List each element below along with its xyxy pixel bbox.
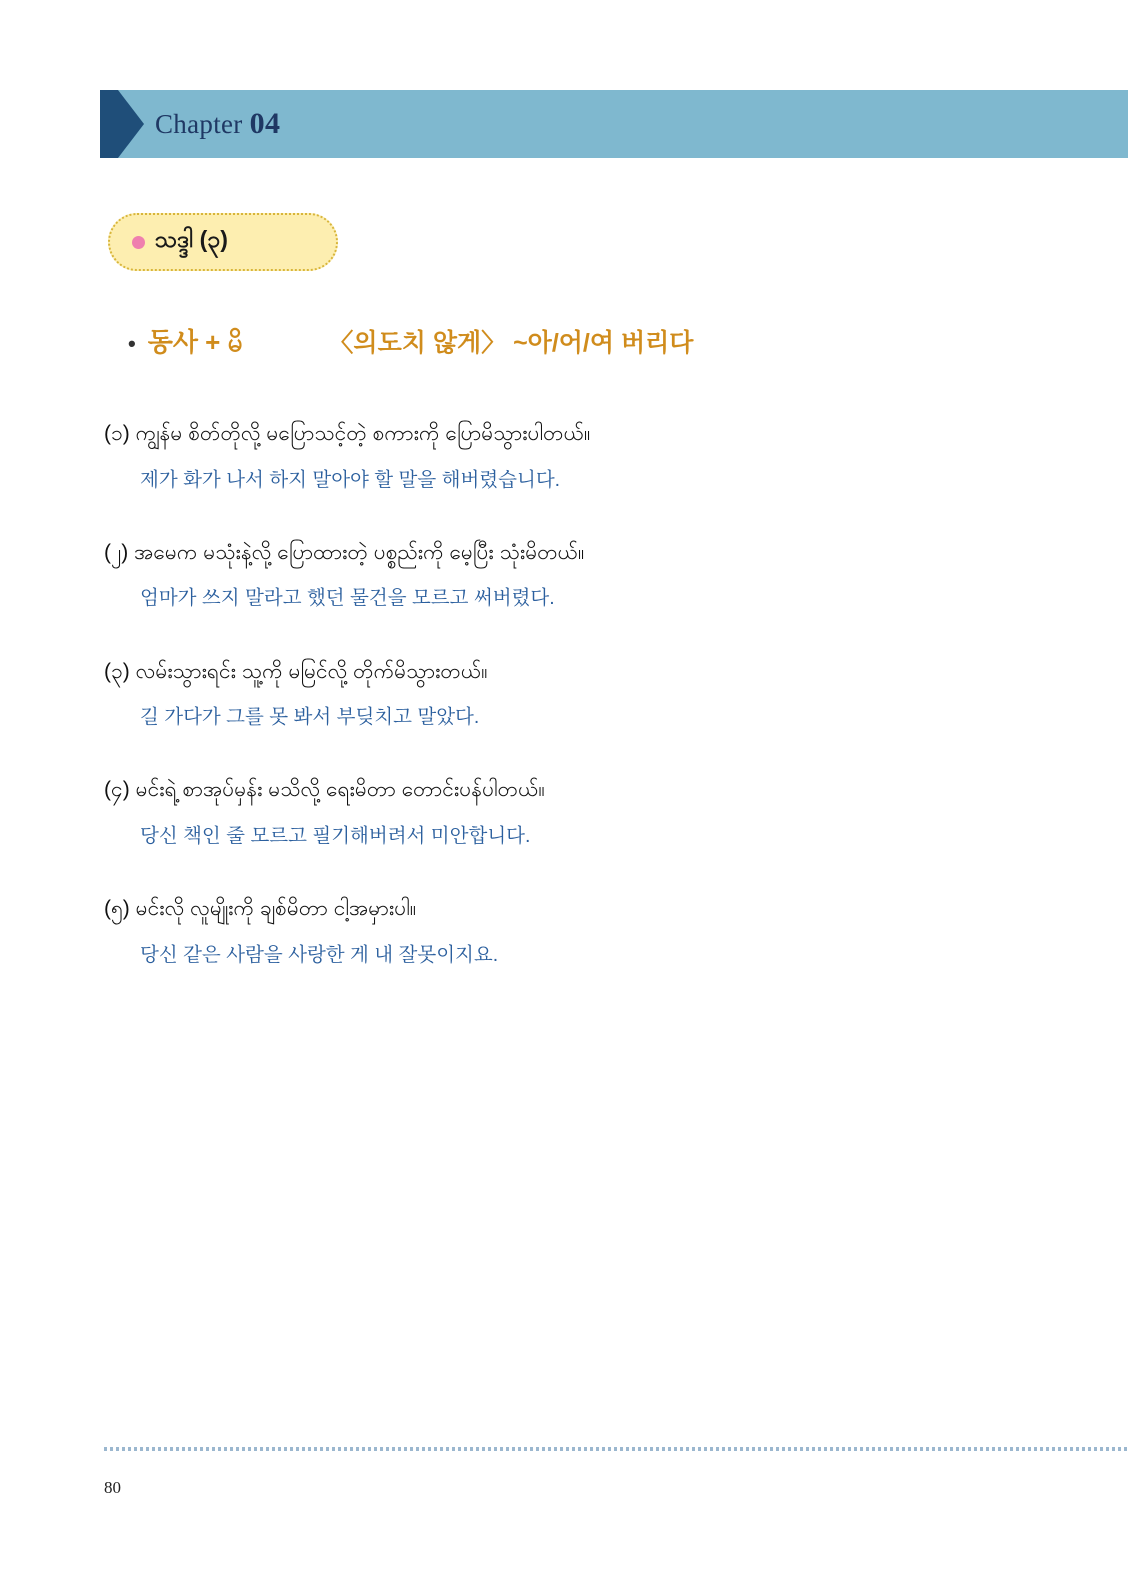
chapter-arrow-icon [100,90,144,158]
list-item [104,537,1064,614]
list-bullet-icon: • [128,331,136,356]
example-burmese: (၁) ကျွန်မ စိတ်တိုလို့ မပြောသင့်တဲ့ စကားကို ပြောမိသွားပါတယ်။ [104,422,591,445]
example-korean: 당신 책인 줄 모르고 필기해버려서 미안합니다. [140,824,531,847]
list-item [104,893,1064,970]
example-korean: 길 가다가 그를 못 봐서 부딪치고 말았다. [140,706,480,728]
page-number: 80 [104,1478,121,1497]
grammar-point-left: 동사 + မိ [147,327,243,357]
section-tag-label: သဒ္ဒါ (၃) [155,226,228,252]
footer-divider [104,1447,1128,1451]
section-tag [108,213,338,271]
chapter-label: Chapter [155,109,243,139]
example-burmese: (၃) လမ်းသွားရင်း သူ့ကို မမြင်လို့ တိုက်မိသွားတယ်။ [104,659,488,683]
grammar-point-right: 〈의도치 않게〉 ~아/어/여 버리다 [328,329,694,357]
example-burmese: (၄) မင်းရဲ့ စာအုပ်မှန်း မသိလို့ ရေးမိတာ တောင်းပန်ပါတယ်။ [104,778,545,802]
grammar-point-row [128,322,693,364]
chapter-header-band [100,90,1128,158]
list-item [104,774,1064,851]
chapter-number: 04 [249,107,281,140]
list-item [104,656,1064,733]
bullet-dot-icon [132,236,145,249]
list-item [104,418,1064,495]
page-title [155,107,280,141]
example-burmese: (၅) မင်းလို လူမျိုးကို ချစ်မိတာ ငါ့အမှားပါ။ [104,897,417,920]
example-burmese: (၂) အမေက မသုံးနဲ့လို့ ပြောထားတဲ့ ပစ္စည်းကို မေ့ပြီး သုံးမိတယ်။ [104,540,585,564]
example-korean: 제가 화가 나서 하지 말아야 할 말을 해버렸습니다. [140,468,561,491]
example-korean: 당신 같은 사람을 사랑한 게 내 잘못이지요. [140,943,499,966]
example-list [104,418,1064,1012]
example-korean: 엄마가 쓰지 말라고 했던 물건을 모르고 써버렸다. [140,587,555,610]
